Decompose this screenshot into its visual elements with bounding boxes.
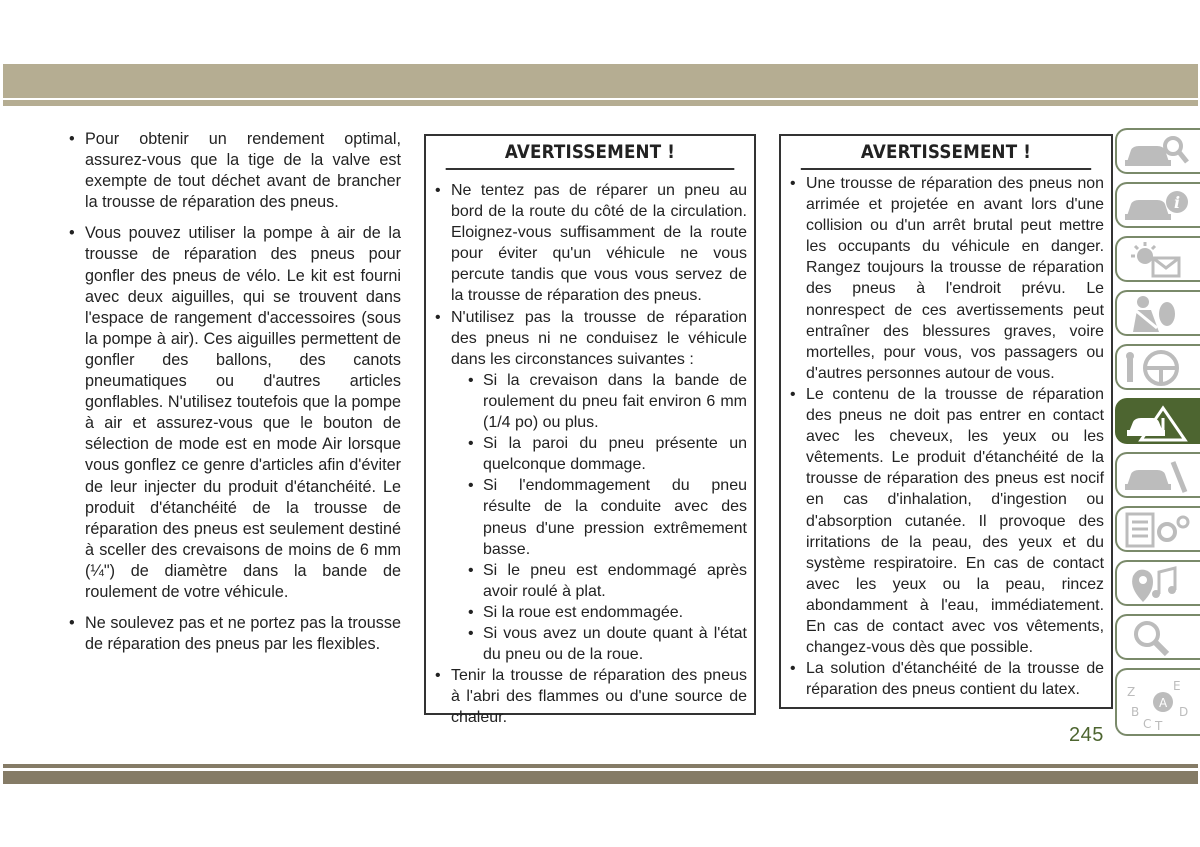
- car-service-wrench-icon: [1123, 456, 1199, 496]
- chapter-tab-car-search[interactable]: [1115, 128, 1200, 174]
- svg-text:T: T: [1155, 719, 1163, 733]
- airbag-seatbelt-icon: [1123, 294, 1199, 334]
- warning-lights-mail-icon: [1123, 240, 1199, 280]
- warning-title: AVERTISSEMENT !: [801, 136, 1091, 170]
- footer-rule: [3, 764, 1198, 768]
- chapter-tab-airbag[interactable]: [1115, 290, 1200, 336]
- warning-subitem: • Si la paroi du pneu présente un quelconque dommage.: [434, 433, 747, 475]
- chapter-tab-emergency[interactable]: [1115, 398, 1200, 444]
- warning-body: [781, 170, 1111, 700]
- warning-item: • Le contenu de la trousse de réparation des pneus ne doit pas entrer en contact avec les cheveux, les yeux ou les vêtements. Le produit d'étanchéité de la trousse de réparation des pneus est nocif en cas d'inhalation, d'ingestion ou d'absorption cutanée. Il provoque des irritations de la peau, des yeux et du système respiratoire. En cas de contact avec les yeux ou la peau, rincez abondamment à l'eau, immédiatement. En cas de contact avec vos vêtements, changez-vous dès que possible.: [789, 384, 1104, 658]
- warning-item: • N'utilisez pas la trousse de réparation des pneus ni ne conduisez le véhicule dans les circonstances suivantes :: [434, 307, 747, 370]
- bullet-item: • Pour obtenir un rendement optimal, assurez-vous que la tige de la valve est exempte de tout déchet avant de brancher la trousse de réparation des pneus.: [68, 129, 401, 213]
- header-rule: [3, 100, 1198, 106]
- search-magnifier-icon: [1123, 618, 1199, 658]
- steering-wheel-key-icon: [1123, 348, 1199, 388]
- bullet-item: • Ne soulevez pas et ne portez pas la trousse de réparation des pneus par les flexibles.: [68, 613, 401, 655]
- svg-text:D: D: [1179, 705, 1189, 719]
- svg-text:B: B: [1131, 705, 1140, 719]
- warning-box-left: [424, 134, 756, 727]
- svg-text:C: C: [1143, 717, 1152, 731]
- index-alphabet-icon: [1123, 672, 1199, 734]
- chapter-tab-car-info[interactable]: [1115, 182, 1200, 228]
- chapter-tab-multimedia[interactable]: [1115, 560, 1200, 606]
- warning-subitem: • Si la roue est endommagée.: [434, 602, 747, 623]
- warning-subitem: • Si l'endommagement du pneu résulte de la conduite avec des pneus d'une pression extrêmement basse.: [434, 475, 747, 559]
- car-emergency-warning-icon: [1123, 402, 1199, 442]
- svg-text:E: E: [1173, 679, 1181, 693]
- page-number: 245: [1069, 724, 1104, 746]
- multimedia-music-icon: [1123, 564, 1199, 604]
- svg-text:A: A: [1159, 696, 1168, 710]
- body-column: [68, 129, 401, 665]
- header-band: [3, 64, 1198, 98]
- warning-title: AVERTISSEMENT !: [446, 136, 735, 170]
- warning-item: • Une trousse de réparation des pneus non arrimée et projetée en avant lors d'une collision ou d'un arrêt brutal peut mettre les occupants du véhicule en danger. Rangez toujours la trousse de réparation des pneus à l'endroit prévu. Le nonrespect de ces avertissements peut entraîner des blessures graves, voire mortelles, pour vous, vos passagers ou d'autres personnes autour de vous.: [789, 173, 1104, 384]
- car-search-icon: [1123, 132, 1199, 172]
- warning-body: [426, 170, 754, 728]
- bullet-item: • Vous pouvez utiliser la pompe à air de la trousse de réparation des pneus pour gonfler des pneus de vélo. Le kit est fourni avec deux aiguilles, qui se trouvent dans l'espace de rangement d'accessoires (sous la pompe à air). Ces aiguilles permettent de gonfler des ballons, des canots pneumatiques ou d'autres articles gonflables. N'utilisez toutefois que la pompe à air et assurez-vous que le bouton de sélection de mode est en mode Air lorsque vous gonflez ce genre d'articles afin d'éviter de leur injecter du produit d'étanchéité. Le produit d'étanchéité de la trousse de réparation des pneus est seulement destiné à sceller des crevaisons de moins de 6 mm (¼") de diamètre dans la bande de roulement de votre véhicule.: [68, 223, 401, 603]
- chapter-tab-alphabetical-index[interactable]: [1115, 668, 1200, 736]
- svg-text:i: i: [1173, 193, 1181, 212]
- chapter-tab-index-search[interactable]: [1115, 614, 1200, 660]
- chapter-tab-warning-lights[interactable]: [1115, 236, 1200, 282]
- svg-text:Z: Z: [1127, 685, 1136, 699]
- chapter-tab-driving[interactable]: [1115, 344, 1200, 390]
- footer-band: [3, 771, 1198, 784]
- chapter-tab-service[interactable]: [1115, 452, 1200, 498]
- warning-item: • La solution d'étanchéité de la trousse de réparation des pneus contient du latex.: [789, 658, 1104, 700]
- chapter-tab-specifications[interactable]: [1115, 506, 1200, 552]
- warning-item: • Ne tentez pas de réparer un pneu au bord de la route du côté de la circulation. Eloignez-vous suffisamment de la route pour éviter qu'un véhicule ne vous percute tandis que vous vous servez de la trousse de réparation des pneus.: [434, 180, 747, 307]
- warning-subitem: • Si le pneu est endommagé après avoir roulé à plat.: [434, 560, 747, 602]
- settings-list-icon: [1123, 510, 1199, 550]
- warning-subitem: • Si la crevaison dans la bande de roulement du pneu fait environ 6 mm (1/4 po) ou plus.: [434, 370, 747, 433]
- car-info-icon: [1123, 186, 1199, 226]
- warning-subitem: • Si vous avez un doute quant à l'état du pneu ou de la roue.: [434, 623, 747, 665]
- warning-box-right: [779, 134, 1113, 709]
- warning-item: • Tenir la trousse de réparation des pneus à l'abri des flammes ou d'une source de chaleur.: [434, 665, 747, 728]
